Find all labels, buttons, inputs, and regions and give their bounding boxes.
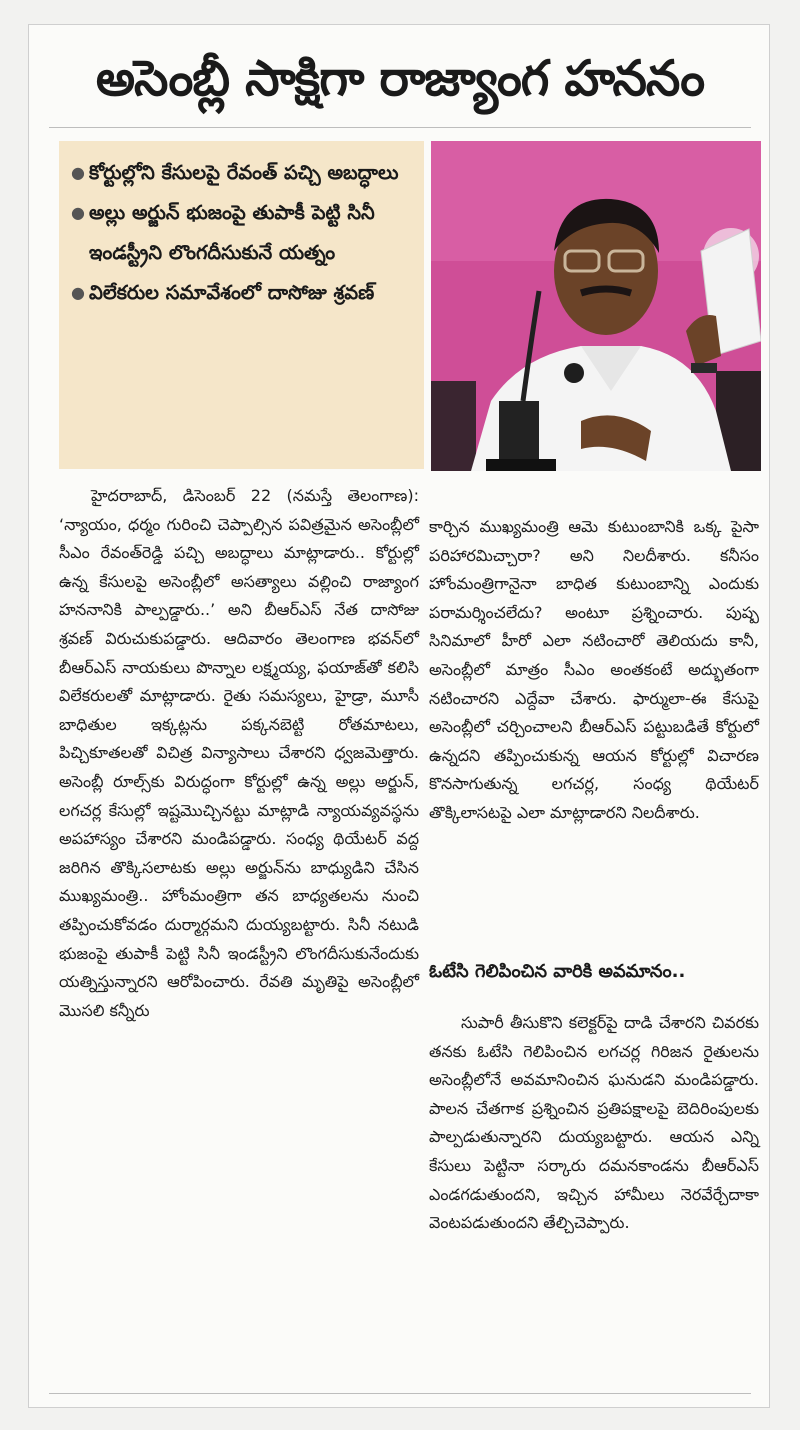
bullet-icon: ● bbox=[71, 163, 85, 182]
highlight-text: కోర్టుల్లోని కేసులపై రేవంత్ పచ్చి అబద్ధాలు bbox=[89, 161, 399, 184]
article-paragraph: కార్చిన ముఖ్యమంత్రి ఆమె కుటుంబానికి ఒక్క పైసా పరిహారమిచ్చారా? అని నిలదీశారు. కనీసం హోంమంత్రిగానైనా బాధిత కుటుంబాన్ని ఎందుకు పరామర్శించలేదు? అంటూ ప్రశ్నించారు. పుష్ప సినిమాలో హీరో ఎలా నటించారో తెలియదు కానీ, అసెంబ్లీలో మాత్రం సీఎం అంతకంటే అద్భుతంగా నటించారని ఎద్దేవా చేశారు. ఫార్ములా-ఈ కేసుపై అసెంబ్లీలో చర్చించాలని బీఆర్‌ఎస్ పట్టుబడితే కోర్టులో ఉన్నదని తప్పించుకున్న ఆయన కోర్టుల్లో విచారణ కొనసాగుతున్న లగచర్ల, సంధ్య థియేటర్ తొక్కిలాసటపై ఎలా మాట్లాడారని నిలదీశారు. bbox=[429, 517, 759, 822]
subheading: ఓటేసి గెలిపించిన వారికి అవమానం.. bbox=[429, 961, 686, 982]
news-clipping bbox=[28, 24, 770, 1408]
bullet-icon: ● bbox=[71, 283, 85, 302]
article-column-right-continued bbox=[429, 1009, 759, 1238]
highlight-item bbox=[71, 193, 414, 273]
highlight-text: విలేకరుల సమావేశంలో దాసోజు శ్రవణ్ bbox=[89, 281, 375, 304]
photo-illustration bbox=[431, 141, 761, 471]
article-column-right bbox=[429, 513, 759, 828]
highlight-text: అల్లు అర్జున్ భుజంపై తుపాకీ పెట్టి సినీ ఇండస్ట్రీని లొంగదీసుకునే యత్నం bbox=[89, 201, 375, 264]
highlight-item bbox=[71, 273, 414, 313]
bullet-icon: ● bbox=[71, 203, 85, 222]
highlight-item bbox=[71, 153, 414, 193]
article-paragraph: సుపారీ తీసుకొని కలెక్టర్‌పై దాడి చేశారని చివరకు తనకు ఓటేసి గెలిపించిన లగచర్ల గిరిజన రైతులను అసెంబ్లీలోనే అవమానించిన ఘనుడని మండిపడ్డారు. పాలన చేతగాక ప్రశ్నించిన ప్రతిపక్షాలపై బెదిరింపులకు పాల్పడుతున్నారని దుయ్యబట్టారు. ఆయన ఎన్ని కేసులు పెట్టినా సర్కారు దమనకాండను బీఆర్‌ఎస్ ఎండగడుతుందని, ఇచ్చిన హామీలు నెరవేర్చేదాకా వెంటపడుతుందని తేల్చిచెప్పారు. bbox=[429, 1013, 759, 1233]
footer-divider bbox=[49, 1393, 751, 1394]
highlights-box bbox=[59, 141, 424, 469]
headline-divider bbox=[49, 127, 751, 128]
press-conference-photo bbox=[431, 141, 761, 471]
article-paragraph: హైదరాబాద్, డిసెంబర్ 22 (నమస్తే తెలంగాణ): ‘న్యాయం, ధర్మం గురించి చెప్పాల్సిన పవిత్రమైన అసెంబ్లీలో సీఎం రేవంత్‌రెడ్డి పచ్చి అబద్ధాలు మాట్లాడారు.. కోర్టుల్లో ఉన్న కేసులపై అసెంబ్లీలో అసత్యాలు వల్లించి రాజ్యాంగ హననానికి పాల్పడ్డారు..’ అని బీఆర్‌ఎస్ నేత దాసోజు శ్రవణ్ విరుచుకుపడ్డారు. ఆదివారం తెలంగాణ భవన్‌లో బీఆర్‌ఎస్ నాయకులు పొన్నాల లక్ష్మయ్య, ఫయాజ్‌తో కలిసి విలేకరులతో మాట్లాడారు. రైతు సమస్యలు, హైడ్రా, మూసీ బాధితుల ఇక్కట్లను పక్కనబెట్టి రోతమాటలు, పిచ్చికూతలతో విచిత్ర విన్యాసాలు చేశారని ధ్వజమెత్తారు. అసెంబ్లీ రూల్స్‌కు విరుద్ధంగా కోర్టుల్లో ఉన్న అల్లు అర్జున్, లగచర్ల కేసుల్లో ఇష్టమొచ్చినట్టు మాట్లాడి న్యాయవ్యవస్థను అపహాస్యం చేశారని మండిపడ్డారు. సంధ్య థియేటర్ వద్ద జరిగిన తొక్కిసలాటకు అల్లు అర్జున్‌ను బాధ్యుడిని చేసిన ముఖ్యమంత్రి.. హోంమంత్రిగా తన బాధ్యతలను నుంచి తప్పించుకోవడం దుర్మార్గమని దుయ్యబట్టారు. సినీ నటుడి భుజంపై తుపాకీ పెట్టి సినీ ఇండస్ట్రీని లొంగదీసుకునేందుకు యత్నిస్తున్నారని ఆరోపించారు. రేవతి మృతిపై అసెంబ్లీలో మొసలి కన్నీరు bbox=[59, 486, 419, 1020]
article-column-left bbox=[59, 482, 419, 1025]
headline: అసెంబ్లీ సాక్షిగా రాజ్యాంగ హననం bbox=[95, 50, 705, 107]
